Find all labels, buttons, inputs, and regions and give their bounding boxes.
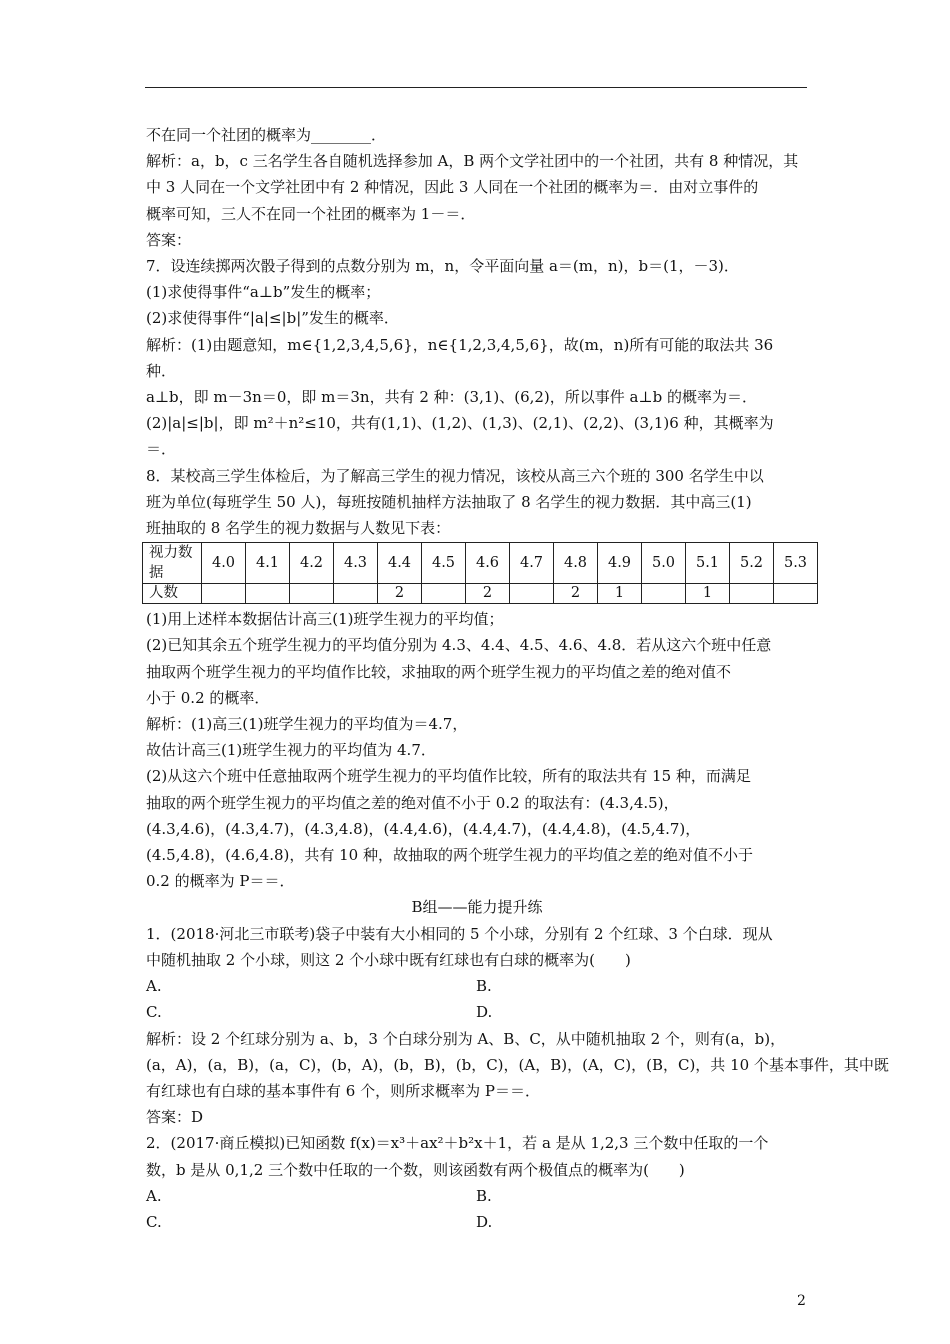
table-cell: 2 [466, 584, 510, 604]
table-cell [774, 584, 818, 604]
options-row [146, 973, 808, 999]
text-line: 故估计高三(1)班学生视力的平均值为 4.7． [146, 741, 436, 760]
table-cell [510, 584, 554, 604]
question-line: 中随机抽取 2 个小球，则这 2 个小球中既有红球也有白球的概率为( ) [146, 950, 631, 969]
text-line: a⊥b，即 m－3n＝0，即 m＝3n，共有 2 种：(3,1)、(6,2)，所以事件 a⊥b 的概率为＝． [146, 388, 757, 407]
options-row [146, 1209, 808, 1235]
table-cell: 1 [598, 584, 642, 604]
text-line: (2)从这六个班中任意抽取两个班学生视力的平均值作比较，所有的取法共有 15 种，而满足 [146, 767, 751, 786]
table-row-count [143, 584, 818, 604]
text-line: 8．某校高三学生体检后，为了解高三学生的视力情况，该校从高三六个班的 300 名学生中以 [146, 466, 764, 485]
section-b-title: B组——能力提升练 [411, 898, 543, 917]
table-cell: 5.1 [686, 543, 730, 584]
text-line: (1)用上述样本数据估计高三(1)班学生视力的平均值； [146, 610, 504, 629]
option-d: D. [476, 1003, 493, 1022]
question-line: 1．(2018·河北三市联考)袋子中装有大小相同的 5 个小球，分别有 2 个红球、3 个白球．现从 [146, 924, 773, 943]
text-line: 7．设连续掷两次骰子得到的点数分别为 m，n，令平面向量 a＝(m，n)，b＝(1，－3)． [146, 257, 739, 276]
solution-line: 解析：设 2 个红球分别为 a、b，3 个白球分别为 A、B、C，从中随机抽取 2 个，则有(a，b)， [146, 1029, 786, 1048]
table-header-vision: 视力数据 [143, 543, 202, 584]
option-a: A. [146, 977, 162, 996]
table-cell: 5.3 [774, 543, 818, 584]
options-row [146, 1183, 808, 1209]
option-c: C. [146, 1212, 162, 1231]
vision-data-table [142, 542, 818, 604]
table-cell: 4.2 [290, 543, 334, 584]
table-cell: 4.3 [334, 543, 378, 584]
text-line: 抽取的两个班学生视力的平均值之差的绝对值不小于 0.2 的取法有：(4.3,4.5)， [146, 793, 679, 812]
table-cell [290, 584, 334, 604]
solution-line: (a，A)，(a，B)，(a，C)，(b，A)，(b，B)，(b，C)，(A，B)，(A，C)，(B，C)，共 10 个基本事件，其中既 [146, 1055, 889, 1074]
table-cell: 2 [554, 584, 598, 604]
text-line: 抽取两个班学生视力的平均值作比较，求抽取的两个班学生视力的平均值之差的绝对值不 [146, 662, 732, 681]
text-line: 班为单位(每班学生 50 人)，每班按随机抽样方法抽取了 8 名学生的视力数据．其中高三(1) [146, 492, 752, 511]
answer-line: 答案：D [146, 1108, 204, 1127]
header-rule [145, 87, 807, 88]
question-line: 2．(2017·商丘模拟)已知函数 f(x)＝x³＋ax²＋b²x＋1，若 a 是从 1,2,3 三个数中任取的一个 [146, 1134, 769, 1153]
text-line: (2)已知其余五个班学生视力的平均值分别为 4.3、4.4、4.5、4.6、4.8．若从这六个班中任意 [146, 636, 772, 655]
table-cell: 4.7 [510, 543, 554, 584]
text-line: (4.3,4.6)，(4.3,4.7)，(4.3,4.8)，(4.4,4.6)，(4.4,4.7)，(4.4,4.8)，(4.5,4.7)， [146, 819, 701, 838]
text-line: 种． [146, 361, 177, 380]
text-line: (1)求使得事件“a⊥b”发生的概率； [146, 283, 381, 302]
table-cell: 2 [378, 584, 422, 604]
table-cell [422, 584, 466, 604]
table-cell: 4.0 [202, 543, 246, 584]
text-line: 不在同一个社团的概率为________． [146, 126, 387, 144]
text-line: (4.5,4.8)，(4.6,4.8)，共有 10 种，故抽取的两个班学生视力的平均值之差的绝对值不小于 [146, 846, 753, 865]
text-line: 中 3 人同在一个文学社团中有 2 种情况，因此 3 人同在一个社团的概率为＝．由对立事件的 [146, 178, 759, 197]
option-b: B. [476, 977, 492, 996]
text-line: (2)|a|≤|b|，即 m²＋n²≤10，共有(1,1)、(1,2)、(1,3)、(2,1)、(2,2)、(3,1)6 种，其概率为 [146, 414, 774, 433]
question-line: 数，b 是从 0,1,2 三个数中任取的一个数，则该函数有两个极值点的概率为( ) [146, 1160, 685, 1179]
table-cell: 5.2 [730, 543, 774, 584]
table-cell [246, 584, 290, 604]
page-number: 2 [797, 1293, 806, 1309]
options-row [146, 999, 808, 1025]
text-line: 概率可知，三人不在同一个社团的概率为 1－＝． [146, 204, 476, 223]
option-a: A. [146, 1186, 162, 1205]
text-line: 0.2 的概率为 P＝＝． [146, 872, 295, 891]
text-line: 班抽取的 8 名学生的视力数据与人数见下表： [146, 519, 451, 538]
table-cell: 4.9 [598, 543, 642, 584]
table-cell: 4.4 [378, 543, 422, 584]
text-line: 答案： [146, 230, 192, 249]
text-line: 解析：(1)由题意知，m∈{1,2,3,4,5,6}，n∈{1,2,3,4,5,6}，故(m，n)所有可能的取法共 36 [146, 335, 774, 354]
table-cell: 4.8 [554, 543, 598, 584]
table-cell: 1 [686, 584, 730, 604]
text-line: ＝． [146, 440, 177, 459]
page-content [146, 122, 889, 1235]
table-cell [642, 584, 686, 604]
text-line: 解析：a，b，c 三名学生各自随机选择参加 A，B 两个文学社团中的一个社团，共有 8 种情况，其 [146, 152, 799, 171]
table-cell: 4.6 [466, 543, 510, 584]
text-line: (2)求使得事件“|a|≤|b|”发生的概率． [146, 309, 399, 328]
table-cell [334, 584, 378, 604]
option-b: B. [476, 1186, 492, 1205]
solution-line: 有红球也有白球的基本事件有 6 个，则所求概率为 P＝＝． [146, 1081, 540, 1100]
table-cell [202, 584, 246, 604]
text-line: 解析：(1)高三(1)班学生视力的平均值为＝4.7， [146, 715, 468, 734]
option-d: D. [476, 1212, 493, 1231]
table-row-vision [143, 543, 818, 584]
table-header-count: 人数 [143, 584, 202, 604]
text-line: 小于 0.2 的概率． [146, 688, 270, 707]
option-c: C. [146, 1003, 162, 1022]
table-cell: 5.0 [642, 543, 686, 584]
table-cell: 4.1 [246, 543, 290, 584]
table-cell [730, 584, 774, 604]
table-cell: 4.5 [422, 543, 466, 584]
